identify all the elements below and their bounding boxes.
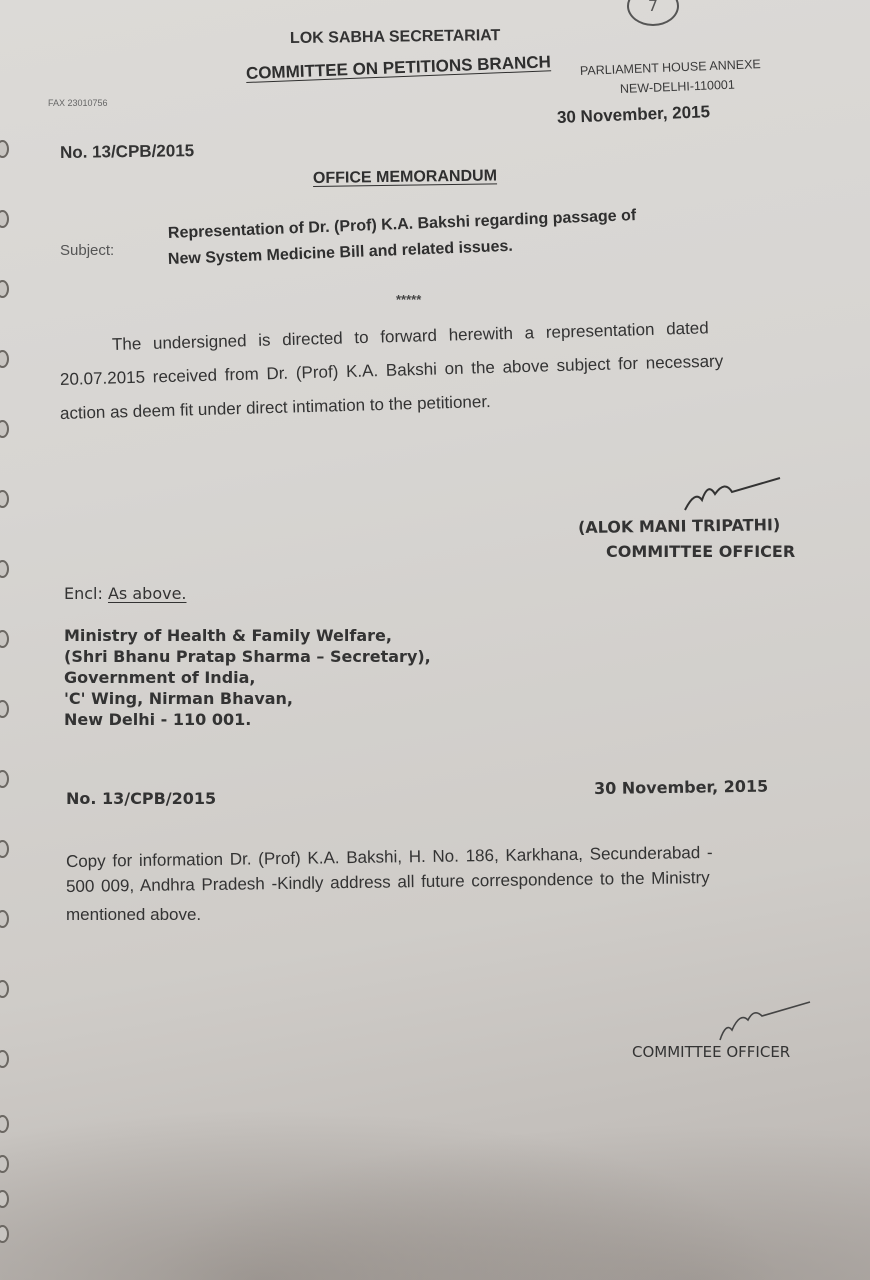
- copy-line-3: mentioned above.: [66, 905, 202, 924]
- organization-name: LOK SABHA SECRETARIAT: [289, 27, 501, 47]
- subject-line-2: New System Medicine Bill and related issues.: [167, 237, 514, 268]
- signature-icon: [710, 1000, 820, 1045]
- signatory-name: (ALOK MANI TRIPATHI): [577, 515, 781, 537]
- copy-date: 30 November, 2015: [593, 776, 769, 798]
- addressee-line: Government of India,: [64, 668, 256, 687]
- enclosure: [64, 584, 187, 603]
- fax-number: FAX 23010756: [48, 98, 108, 108]
- body-line-1: The undersigned is directed to forward herewith a representation dated: [111, 318, 709, 354]
- memo-title: OFFICE MEMORANDUM: [312, 167, 498, 187]
- copy-line-1: Copy for information Dr. (Prof) K.A. Bakshi, H. No. 186, Karkhana, Secunderabad -: [65, 842, 713, 871]
- address-line-1: PARLIAMENT HOUSE ANNEXE: [579, 57, 761, 78]
- enclosure-label: Encl:: [64, 584, 103, 603]
- addressee-line: New Delhi - 110 001.: [64, 710, 252, 729]
- copy-line-2: 500 009, Andhra Pradesh -Kindly address all future correspondence to the Ministry: [65, 868, 710, 896]
- subject-line-1: Representation of Dr. (Prof) K.A. Bakshi regarding passage of: [167, 207, 637, 242]
- copy-number: No. 13/CPB/2015: [66, 789, 217, 808]
- copy-signatory-designation: COMMITTEE OFFICER: [632, 1043, 791, 1061]
- page-number-mark: 7: [627, 0, 679, 26]
- signature-icon: [680, 470, 790, 515]
- body-line-2: 20.07.2015 received from Dr. (Prof) K.A. Bakshi on the above subject for necessary: [59, 351, 724, 389]
- subject-label: Subject:: [60, 242, 115, 259]
- addressee-line: 'C' Wing, Nirman Bhavan,: [64, 689, 294, 708]
- enclosure-value: As above.: [107, 584, 187, 603]
- branch-name: COMMITTEE ON PETITIONS BRANCH: [245, 52, 552, 83]
- addressee-line: (Shri Bhanu Pratap Sharma – Secretary),: [64, 647, 431, 666]
- address-line-2: NEW-DELHI-110001: [619, 77, 736, 96]
- separator: *****: [396, 292, 422, 307]
- paper-shadow: [0, 1080, 870, 1280]
- signatory-designation: COMMITTEE OFFICER: [606, 542, 796, 561]
- memo-number: No. 13/CPB/2015: [59, 141, 195, 162]
- memo-date: 30 November, 2015: [556, 102, 711, 127]
- addressee-line: Ministry of Health & Family Welfare,: [64, 626, 392, 645]
- body-line-3: action as deem fit under direct intimation to the petitioner.: [59, 391, 492, 423]
- addressee-block: [64, 625, 431, 730]
